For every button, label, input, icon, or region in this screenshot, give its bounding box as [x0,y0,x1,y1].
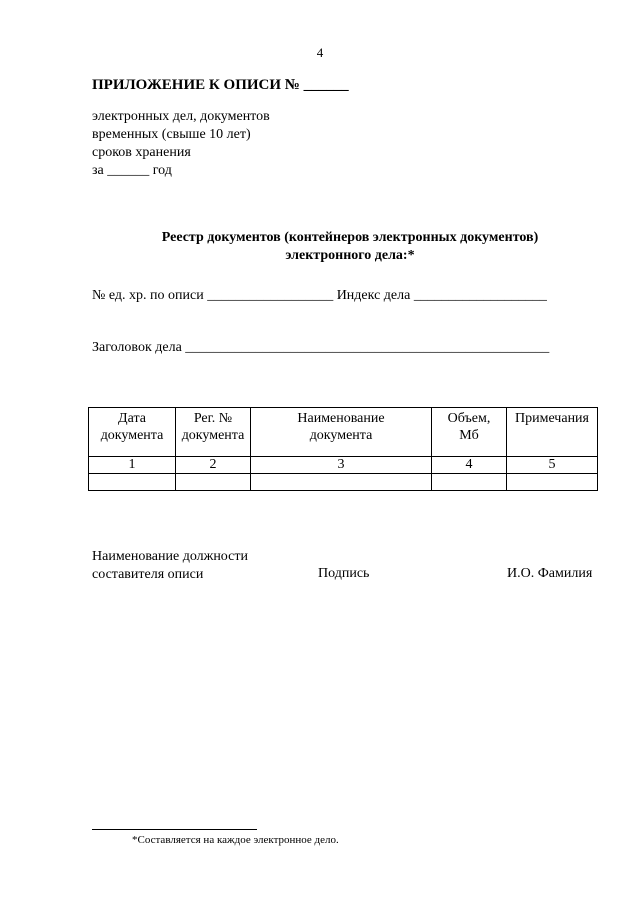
table-cell [507,474,598,491]
registry-table [88,407,598,491]
registry-title-line: Реестр документов (контейнеров электронных документов) [161,230,539,245]
footnote: *Составляется на каждое электронное дело. [132,834,339,846]
page-number: 4 [316,45,324,60]
table-cell [251,474,432,491]
case-title-field: Заголовок дела ____________________________________________________ [92,340,550,355]
table-header-row [89,408,598,457]
header-cell-notes: Примечания [507,408,598,457]
appendix-title: ПРИЛОЖЕНИЕ К ОПИСИ № ______ [92,77,349,93]
footnote-divider [92,829,257,830]
registry-title [0,229,640,265]
column-number: 1 [89,457,176,474]
appendix-description [92,108,270,180]
registry-table-wrap [88,407,598,491]
position-label: Наименование должности составителя описи [92,549,248,582]
name-label: И.О. Фамилия [507,566,593,581]
column-number: 3 [251,457,432,474]
table-cell [176,474,251,491]
header-cell-reg-number: Рег. № документа [176,408,251,457]
table-cell [89,474,176,491]
description-line: за ______ год [92,163,172,178]
column-number: 2 [176,457,251,474]
table-row [89,474,598,491]
header-cell-volume: Объем, Мб [432,408,507,457]
unit-number-field: № ед. хр. по описи __________________ Индекс дела ___________________ [92,288,547,303]
header-cell-name: Наименование документа [251,408,432,457]
column-number: 4 [432,457,507,474]
header-cell-date: Дата документа [89,408,176,457]
column-number: 5 [507,457,598,474]
signature-label: Подпись [318,566,370,581]
description-line: временных (свыше 10 лет) [92,127,251,142]
table-number-row [89,457,598,474]
description-line: электронных дел, документов [92,109,270,124]
description-line: сроков хранения [92,145,191,160]
table-cell [432,474,507,491]
registry-title-line: электронного дела:* [285,248,415,263]
